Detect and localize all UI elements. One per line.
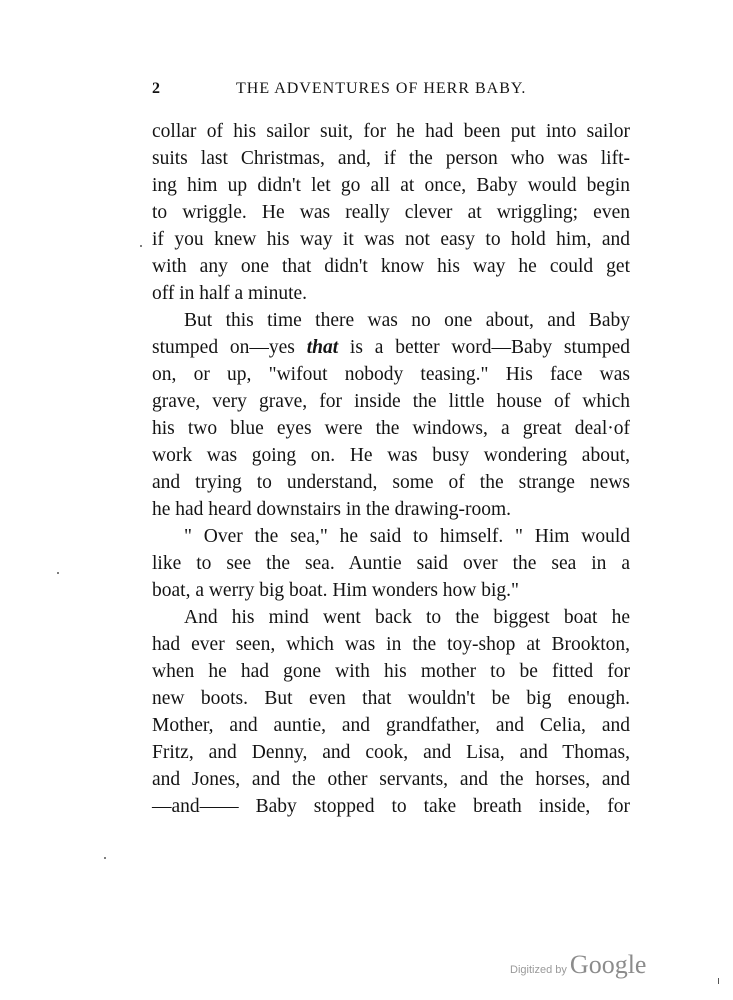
scan-speck: [104, 857, 106, 859]
text-segment: is a better word—Baby stumped: [338, 337, 630, 358]
text-line: Fritz, and Denny, and cook, and Lisa, and Thomas,: [152, 742, 630, 763]
text-line: on, or up, "wifout nobody teasing." His face was: [152, 364, 630, 385]
paragraph-first-line: And his mind went back to the biggest boat he: [184, 607, 630, 628]
paragraph-first-line: " Over the sea," he said to himself. " Him would: [184, 526, 630, 547]
scan-speck: [718, 978, 719, 984]
paragraph-first-line: But this time there was no one about, and Baby: [184, 310, 630, 331]
running-title: THE ADVENTURES OF HERR BABY.: [236, 80, 527, 97]
watermark-prefix: Digitized by: [510, 964, 570, 976]
scan-speck: [57, 572, 59, 574]
text-line: new boots. But even that wouldn't be big enough.: [152, 688, 630, 709]
text-line: if you knew his way it was not easy to hold him, and: [152, 229, 630, 250]
page-header: [152, 80, 630, 104]
page-number: 2: [152, 80, 161, 97]
text-line: with any one that didn't know his way he could get: [152, 256, 630, 277]
text-segment: stumped on—yes: [152, 337, 307, 358]
text-line: Mother, and auntie, and grandfather, and Celia, and: [152, 715, 630, 736]
text-line: collar of his sailor suit, for he had been put into sailor: [152, 121, 630, 142]
text-line: to wriggle. He was really clever at wriggling; even: [152, 202, 630, 223]
scan-speck: [140, 245, 142, 247]
emphasized-word: that: [306, 337, 339, 358]
text-line: —and—— Baby stopped to take breath inside, for: [152, 796, 630, 817]
text-line: off in half a minute.: [152, 283, 308, 304]
text-line: suits last Christmas, and, if the person who was lift-: [152, 148, 630, 169]
digitized-watermark: [510, 950, 646, 980]
text-line: and Jones, and the other servants, and the horses, and: [152, 769, 630, 790]
text-line: he had heard downstairs in the drawing-room.: [152, 499, 512, 520]
text-line: and trying to understand, some of the strange news: [152, 472, 630, 493]
text-line: boat, a werry big boat. Him wonders how big.": [152, 580, 520, 601]
text-line: his two blue eyes were the windows, a great deal·of: [152, 418, 630, 439]
text-line: work was going on. He was busy wondering about,: [152, 445, 630, 466]
text-line: had ever seen, which was in the toy-shop at Brookton,: [152, 634, 630, 655]
body-text: [152, 118, 630, 820]
text-line: ing him up didn't let go all at once, Baby would begin: [152, 175, 630, 196]
text-line: like to see the sea. Auntie said over the sea in a: [152, 553, 630, 574]
text-line: when he had gone with his mother to be fitted for: [152, 661, 630, 682]
text-line: [152, 334, 630, 361]
text-line: grave, very grave, for inside the little house of which: [152, 391, 630, 412]
watermark-brand: Google: [569, 950, 647, 979]
